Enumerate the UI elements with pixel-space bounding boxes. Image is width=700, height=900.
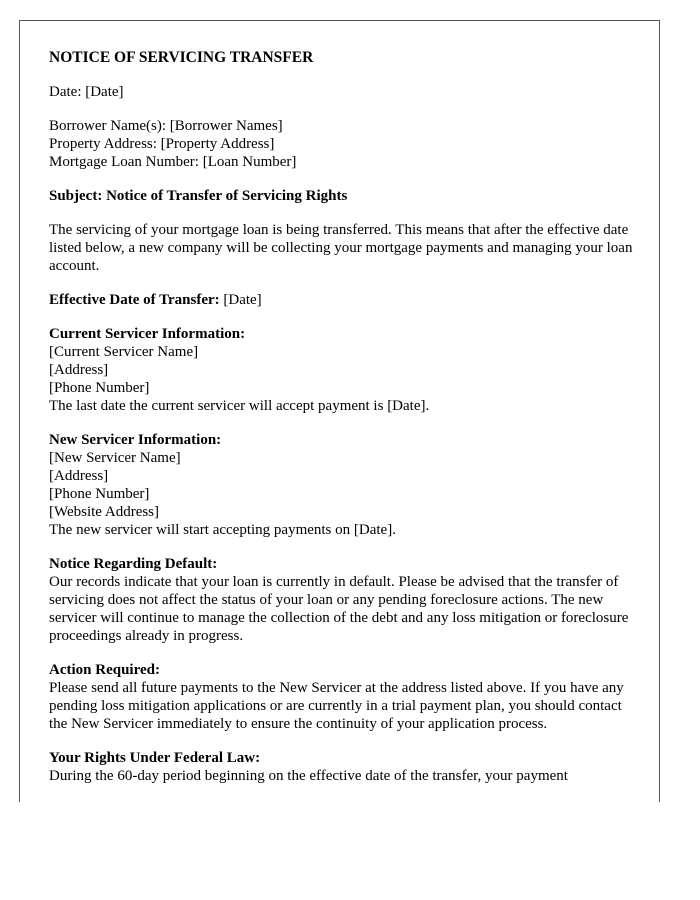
new-servicer-start-date: The new servicer will start accepting payments on [Date]. <box>49 522 396 538</box>
current-servicer-section <box>49 325 635 415</box>
new-servicer-heading: New Servicer Information: <box>49 432 222 448</box>
new-servicer-website: [Website Address] <box>49 504 160 520</box>
loan-number: Mortgage Loan Number: [Loan Number] <box>49 154 297 170</box>
effective-date-value: [Date] <box>219 292 262 308</box>
rights-body: During the 60-day period beginning on the effective date of the transfer, your payment <box>49 768 568 784</box>
default-section <box>49 555 635 645</box>
default-body: Our records indicate that your loan is currently in default. Please be advised that the transfer of servicing does not affect the status of your loan or any pending foreclosure actions. The new servicer will continue to manage the collection of the debt and any loss mitigation or foreclosure proceedings already in progress. <box>49 574 629 644</box>
current-servicer-address: [Address] <box>49 362 109 378</box>
document-page <box>19 20 660 802</box>
subject-line <box>49 187 635 205</box>
action-section <box>49 661 635 733</box>
effective-date <box>49 291 635 309</box>
new-servicer-address: [Address] <box>49 468 109 484</box>
borrower-names: Borrower Name(s): [Borrower Names] <box>49 118 283 134</box>
new-servicer-phone: [Phone Number] <box>49 486 150 502</box>
new-servicer-section <box>49 431 635 539</box>
effective-date-label: Effective Date of Transfer: <box>49 292 220 308</box>
new-servicer-name: [New Servicer Name] <box>49 450 181 466</box>
document-title: NOTICE OF SERVICING TRANSFER <box>49 49 314 66</box>
subject-text: Subject: Notice of Transfer of Servicing Rights <box>49 188 348 204</box>
current-servicer-name: [Current Servicer Name] <box>49 344 199 360</box>
current-servicer-last-date: The last date the current servicer will accept payment is [Date]. <box>49 398 430 414</box>
current-servicer-heading: Current Servicer Information: <box>49 326 246 342</box>
current-servicer-phone: [Phone Number] <box>49 380 150 396</box>
action-body: Please send all future payments to the New Servicer at the address listed above. If you have any pending loss mitigation applications or are currently in a trial payment plan, you should contact the New Servicer immediately to ensure the continuity of your application process. <box>49 680 624 732</box>
borrower-info <box>49 117 635 171</box>
intro-paragraph: The servicing of your mortgage loan is being transferred. This means that after the effective date listed below, a new company will be collecting your mortgage payments and managing your loan account. <box>49 222 633 274</box>
action-heading: Action Required: <box>49 662 160 678</box>
rights-section <box>49 749 635 785</box>
date-line: Date: [Date] <box>49 84 124 100</box>
property-address: Property Address: [Property Address] <box>49 136 275 152</box>
rights-heading: Your Rights Under Federal Law: <box>49 750 261 766</box>
default-heading: Notice Regarding Default: <box>49 556 218 572</box>
document-content <box>49 49 635 801</box>
